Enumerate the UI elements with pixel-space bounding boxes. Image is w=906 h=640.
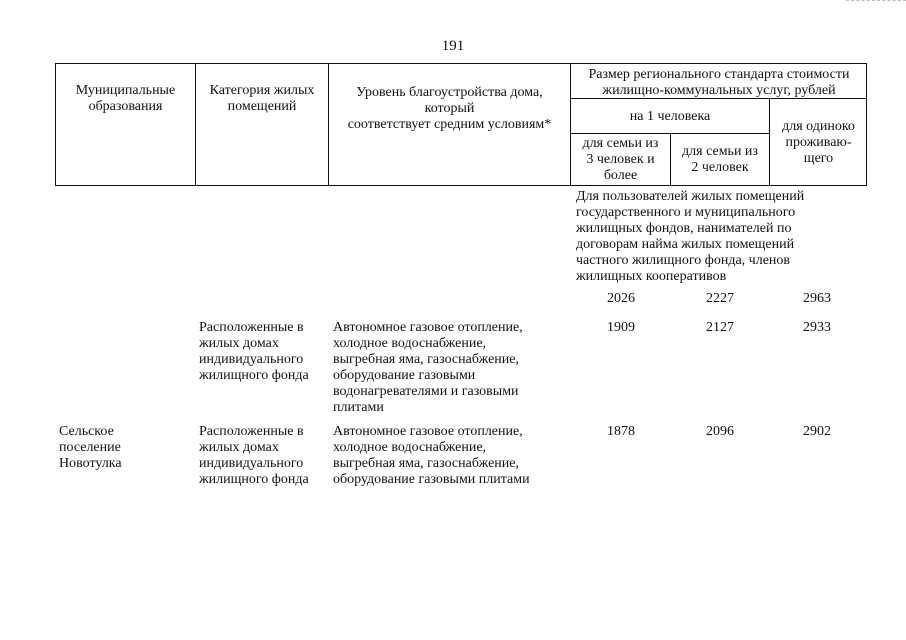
row-value-single: 2902	[803, 424, 831, 439]
row-value-family2: 2096	[706, 424, 734, 439]
header-per-person: на 1 человека	[629, 109, 711, 124]
page-number: 191	[441, 38, 465, 54]
row-level: Автономное газовое отопление, холодное водоснабжение, выгребная яма, газоснабжение, оборудование газовыми плитами	[333, 424, 530, 487]
row-level: Автономное газовое отопление, холодное водоснабжение, выгребная яма, газоснабжение, оборудование газовыми водонагревателями и газовыми плитами	[333, 320, 523, 415]
header-divider	[570, 133, 769, 134]
row-value-family3: 1878	[607, 424, 635, 439]
header-level: Уровень благоустройства дома, который соответствует средним условиям*	[347, 85, 552, 132]
row-value-family2: 2127	[706, 320, 734, 335]
header-family3: для семьи из 3 человек и более	[582, 136, 659, 183]
row-value-single: 2933	[803, 320, 831, 335]
header-family2: для семьи из 2 человек	[682, 144, 758, 175]
header-municipal: Муниципальные образования	[75, 83, 176, 114]
header-divider	[195, 63, 196, 186]
header-category: Категория жилых помещений	[209, 83, 315, 114]
intro-value-family2: 2227	[706, 291, 734, 306]
header-standard: Размер регионального стандарта стоимости жилищно-коммунальных услуг, рублей	[588, 67, 850, 98]
intro-value-single: 2963	[803, 291, 831, 306]
scan-edge-mark	[846, 0, 906, 3]
row-category: Расположенные в жилых домах индивидуального жилищного фонда	[199, 424, 309, 487]
row-value-family3: 1909	[607, 320, 635, 335]
row-municipal: Сельское поселение Новотулка	[59, 424, 122, 471]
intro-note: Для пользователей жилых помещений государственного и муниципального жилищных фондов, нанимателей по договорам найма жилых помещений частного жилищного фонда, членов жилищных кооперативов	[576, 189, 805, 284]
header-single: для одиноко проживаю- щего	[782, 119, 855, 166]
row-category: Расположенные в жилых домах индивидуального жилищного фонда	[199, 320, 309, 383]
intro-value-family3: 2026	[607, 291, 635, 306]
